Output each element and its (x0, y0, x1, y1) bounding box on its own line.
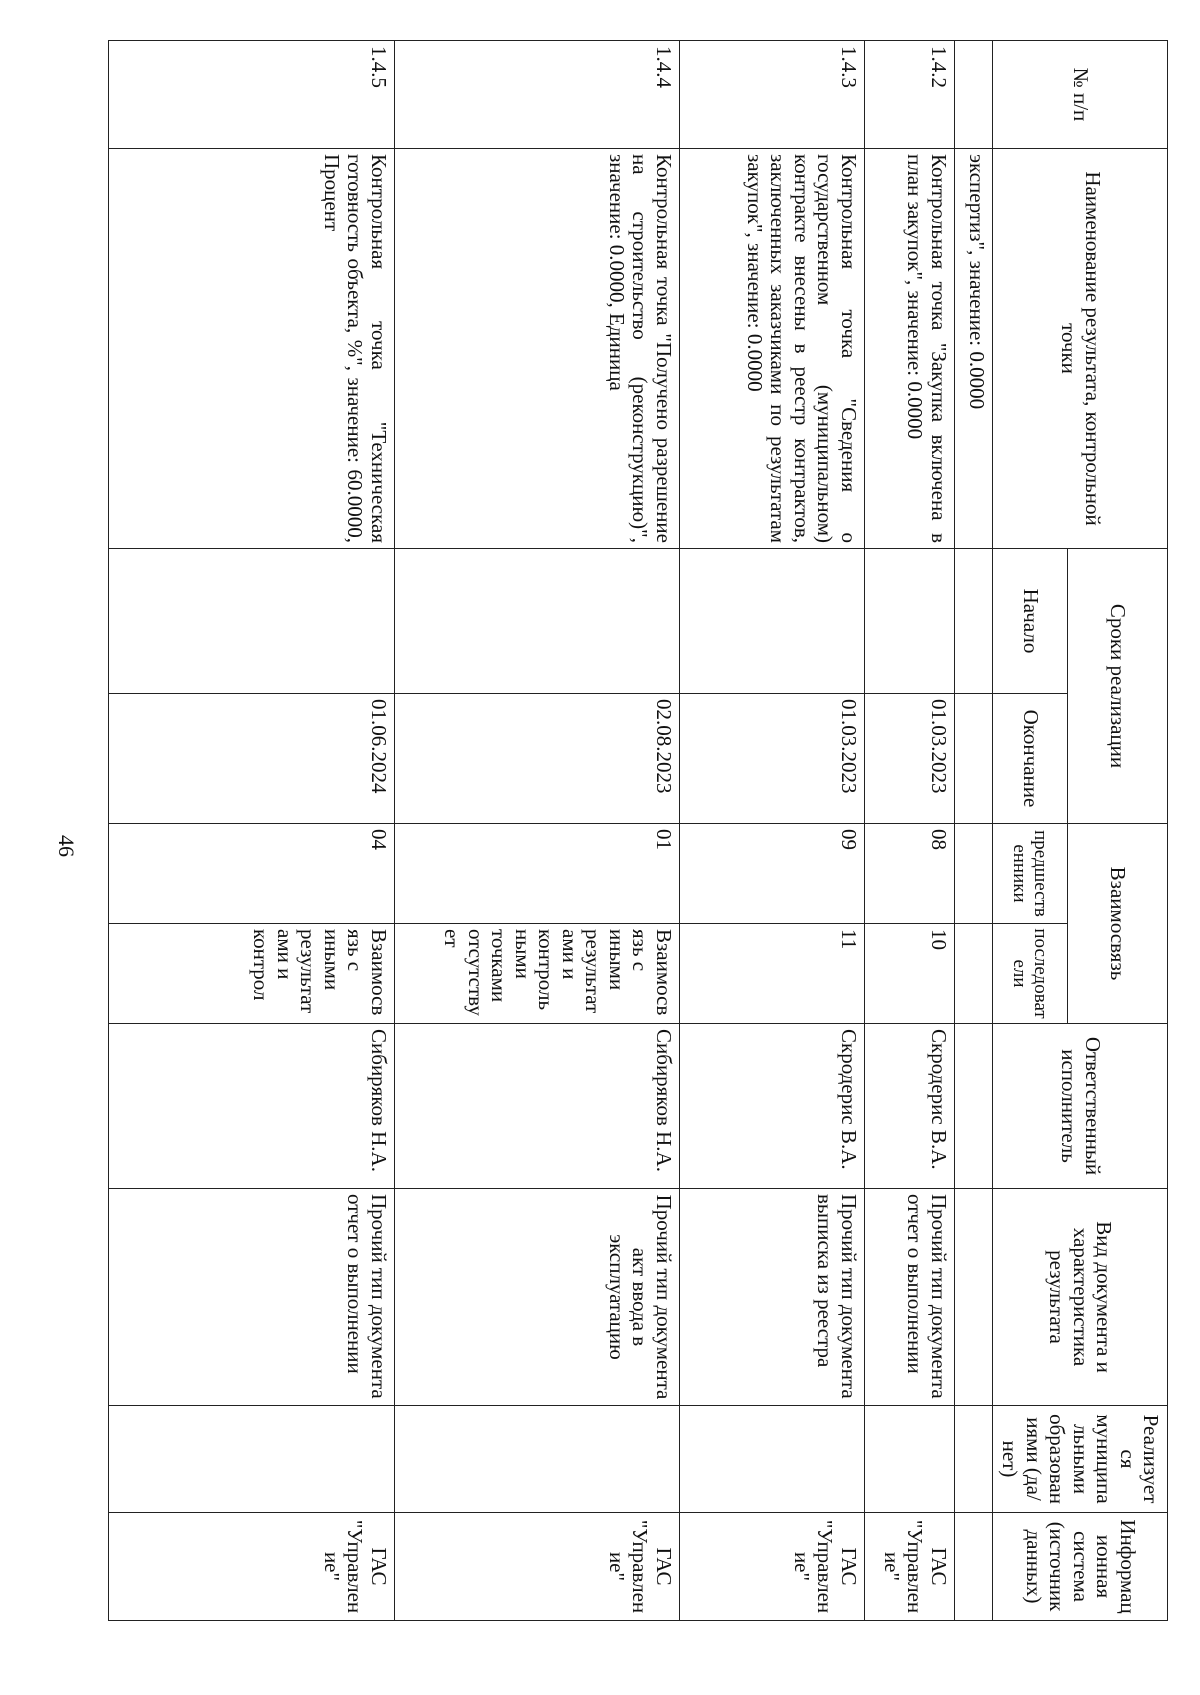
row-start (680, 549, 865, 694)
results-table (108, 40, 1168, 1621)
row-municipal (955, 1406, 993, 1513)
row-num: 1.4.4 (395, 41, 680, 149)
row-num (955, 41, 993, 149)
row-end: 01.03.2023 (680, 694, 865, 824)
row-name: экспертиз", значение: 0.0000 (955, 149, 993, 549)
row-responsible: Скродерис В.А. (865, 1024, 955, 1189)
row-name: Контрольная точка "Сведения о государственном (муниципальном) контракте внесены в реестр контрактов, заключенных заказчиками по результатам закупок", значение: 0.0000 (680, 149, 865, 549)
row-info-system (955, 1513, 993, 1621)
row-num: 1.4.2 (865, 41, 955, 149)
header-responsible: Ответственный исполнитель (993, 1024, 1168, 1189)
row-municipal (109, 1406, 395, 1513)
header-doc-type: Вид документа и характеристика результата (993, 1189, 1168, 1406)
row-successors (955, 924, 993, 1024)
row-info-system: ГАС "Управление" (395, 1513, 680, 1621)
header-terms: Сроки реализации (1068, 549, 1168, 824)
row-responsible: Скродерис В.А. (680, 1024, 865, 1189)
table-row (395, 41, 680, 1621)
table-row (865, 41, 955, 1621)
row-doc-type: Прочий тип документа отчет о выполнении (865, 1189, 955, 1406)
header-successors: последователи (993, 924, 1068, 1024)
row-predecessors: 09 (680, 824, 865, 924)
row-municipal (865, 1406, 955, 1513)
row-end: 01.03.2023 (865, 694, 955, 824)
header-start: Начало (993, 549, 1068, 694)
header-municipal: Реализуется муниципальными образованиями (да/нет) (993, 1406, 1168, 1513)
row-doc-type (955, 1189, 993, 1406)
row-doc-type: Прочий тип документа отчет о выполнении (109, 1189, 395, 1406)
header-info-system: Информационная система (источник данных) (993, 1513, 1168, 1621)
row-municipal (395, 1406, 680, 1513)
row-name: Контрольная точка "Получено разрешение на строительство (реконструкцию)", значение: 0.0000, Единица (395, 149, 680, 549)
table-row (680, 41, 865, 1621)
row-successors: 10 (865, 924, 955, 1024)
row-start (395, 549, 680, 694)
row-responsible (955, 1024, 993, 1189)
row-predecessors (955, 824, 993, 924)
header-relation: Взаимосвязь (1068, 824, 1168, 1024)
row-predecessors: 04 (109, 824, 395, 924)
row-start (955, 549, 993, 694)
row-doc-type: Прочий тип документа выписка из реестра (680, 1189, 865, 1406)
header-predecessors: предшественники (993, 824, 1068, 924)
row-predecessors: 08 (865, 824, 955, 924)
row-info-system: ГАС "Управление" (865, 1513, 955, 1621)
row-name: Контрольная точка "Техническая готовность объекта, %", значение: 60.0000, Процент (109, 149, 395, 549)
row-num: 1.4.3 (680, 41, 865, 149)
row-responsible: Сибиряков Н.А. (395, 1024, 680, 1189)
row-municipal (680, 1406, 865, 1513)
row-start (865, 549, 955, 694)
row-end (955, 694, 993, 824)
row-successors: Взаимосвязь с иными результатами и контрол (109, 924, 395, 1024)
row-doc-type: Прочий тип документа акт ввода в эксплуатацию (395, 1189, 680, 1406)
row-name: Контрольная точка "Закупка включена в план закупок", значение: 0.0000 (865, 149, 955, 549)
header-end: Окончание (993, 694, 1068, 824)
table-row (955, 41, 993, 1621)
row-end: 02.08.2023 (395, 694, 680, 824)
row-end: 01.06.2024 (109, 694, 395, 824)
rotated-page (108, 40, 1168, 1620)
page-number: 46 (54, 835, 79, 857)
row-successors: Взаимосвязь с иными результатами и контрольными точками отсутствует (395, 924, 680, 1024)
header-name: Наименование результата, контрольной точки (993, 149, 1168, 549)
table-row (109, 41, 395, 1621)
row-num: 1.4.5 (109, 41, 395, 149)
row-start (109, 549, 395, 694)
row-info-system: ГАС "Управление" (680, 1513, 865, 1621)
row-successors: 11 (680, 924, 865, 1024)
row-info-system: ГАС "Управление" (109, 1513, 395, 1621)
row-predecessors: 01 (395, 824, 680, 924)
header-num: № п/п (993, 41, 1168, 149)
row-responsible: Сибиряков Н.А. (109, 1024, 395, 1189)
